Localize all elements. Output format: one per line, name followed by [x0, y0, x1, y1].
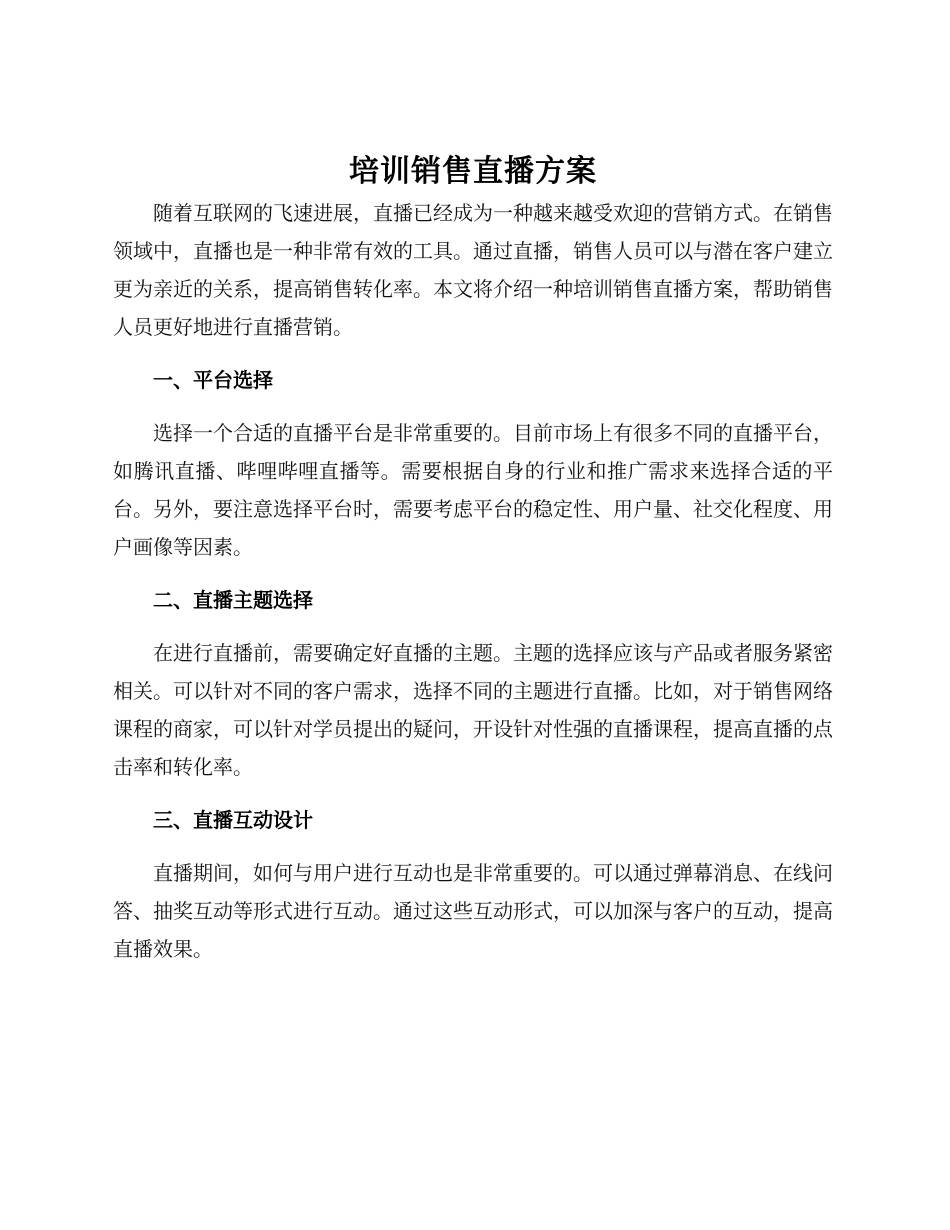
- intro-paragraph: 随着互联网的飞速进展，直播已经成为一种越来越受欢迎的营销方式。在销售领域中，直播也是一种非常有效的工具。通过直播，销售人员可以与潜在客户建立更为亲近的关系，提高销售转化率。本文将介绍一种培训销售直播方案，帮助销售人员更好地进行直播营销。: [113, 201, 833, 339]
- document-title: 培训销售直播方案: [349, 154, 597, 189]
- section-heading-topic: 二、直播主题选择: [153, 588, 313, 612]
- section-body-topic: 在进行直播前，需要确定好直播的主题。主题的选择应该与产品或者服务紧密相关。可以针对不同的客户需求，选择不同的主题进行直播。比如，对于销售网络课程的商家，可以针对学员提出的疑问，开设针对性强的直播课程，提高直播的点击率和转化率。: [113, 641, 833, 779]
- section-heading-interaction: 三、直播互动设计: [153, 808, 313, 832]
- section-body-platform: 选择一个合适的直播平台是非常重要的。目前市场上有很多不同的直播平台，如腾讯直播、哔哩哔哩直播等。需要根据自身的行业和推广需求来选择合适的平台。另外，要注意选择平台时，需要考虑平台的稳定性、用户量、社交化程度、用户画像等因素。: [113, 421, 833, 559]
- document-body: [113, 150, 833, 968]
- section-heading-platform: 一、平台选择: [153, 368, 273, 392]
- section-body-interaction: 直播期间，如何与用户进行互动也是非常重要的。可以通过弹幕消息、在线问答、抽奖互动等形式进行互动。通过这些互动形式，可以加深与客户的互动，提高直播效果。: [113, 861, 833, 961]
